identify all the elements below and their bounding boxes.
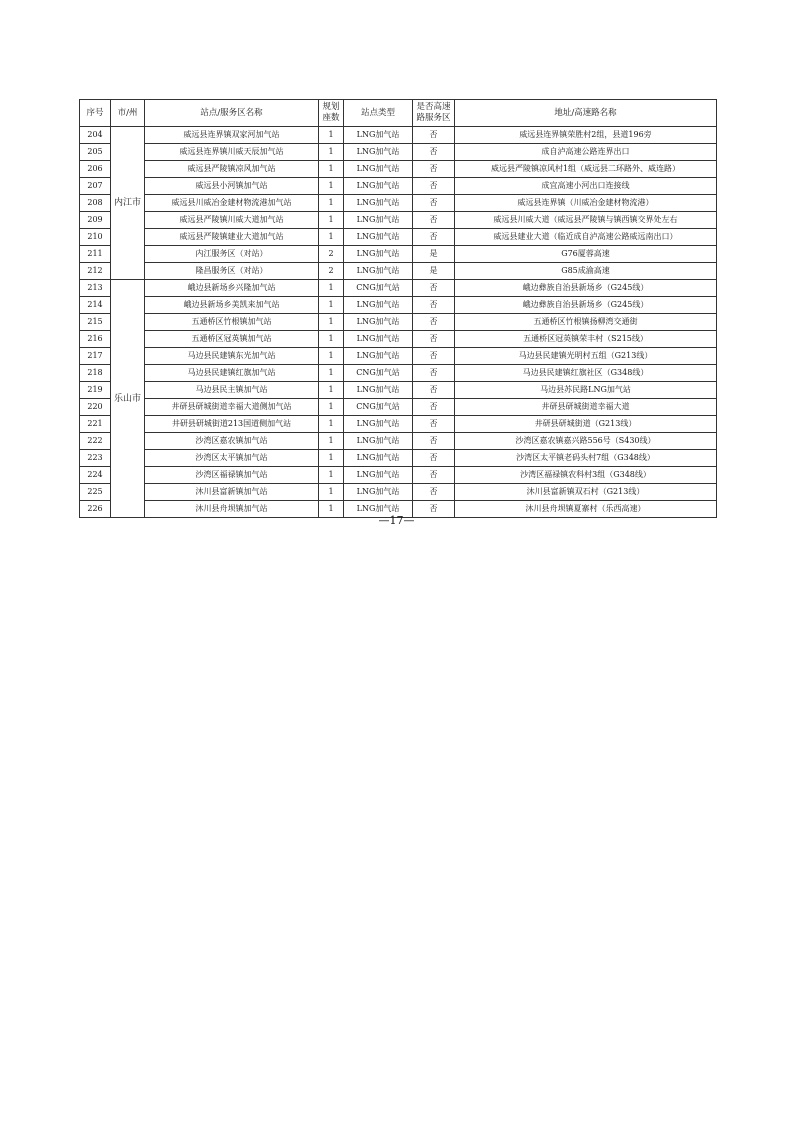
cell-station-type: LNG加气站	[344, 501, 413, 518]
cell-highway-service: 否	[413, 467, 455, 484]
cell-station-name: 隆昌服务区（对站）	[145, 263, 319, 280]
cell-highway-service: 否	[413, 144, 455, 161]
cell-address: 沐川县富新镇双石村（G213线）	[455, 484, 717, 501]
cell-highway-service: 否	[413, 280, 455, 297]
cell-station-name: 威远县严陵镇凉风加气站	[145, 161, 319, 178]
cell-station-name: 五通桥区竹根镇加气站	[145, 314, 319, 331]
cell-highway-service: 否	[413, 178, 455, 195]
cell-station-name: 威远县连界镇川威天辰加气站	[145, 144, 319, 161]
cell-planned-count: 1	[319, 467, 344, 484]
cell-seq: 211	[80, 246, 111, 263]
cell-highway-service: 否	[413, 416, 455, 433]
table-row	[80, 178, 717, 195]
cell-address: G85成渝高速	[455, 263, 717, 280]
cell-planned-count: 2	[319, 263, 344, 280]
cell-address: 成宜高速小河出口连接线	[455, 178, 717, 195]
table-body	[80, 127, 717, 518]
cell-planned-count: 1	[319, 229, 344, 246]
cell-planned-count: 1	[319, 399, 344, 416]
cell-address: 威远县川威大道（威远县严陵镇与镇西镇交界处左右	[455, 212, 717, 229]
cell-station-type: LNG加气站	[344, 246, 413, 263]
table-row	[80, 314, 717, 331]
cell-planned-count: 1	[319, 314, 344, 331]
cell-station-type: LNG加气站	[344, 127, 413, 144]
cell-address: 马边县民建镇红旗社区（G348线）	[455, 365, 717, 382]
cell-highway-service: 否	[413, 161, 455, 178]
cell-address: 五通桥区竹根镇扬柳湾交通街	[455, 314, 717, 331]
cell-address: 沐川县舟坝镇夏寨村（乐西高速）	[455, 501, 717, 518]
cell-seq: 214	[80, 297, 111, 314]
cell-seq: 225	[80, 484, 111, 501]
cell-highway-service: 否	[413, 195, 455, 212]
cell-address: 沙湾区太平镇老码头村7组（G348线）	[455, 450, 717, 467]
cell-seq: 205	[80, 144, 111, 161]
cell-address: 威远县建业大道（临近成自泸高速公路威远南出口）	[455, 229, 717, 246]
cell-station-name: 沐川县富新镇加气站	[145, 484, 319, 501]
cell-address: 威远县连界镇荣胜村2组，县道196旁	[455, 127, 717, 144]
cell-seq: 221	[80, 416, 111, 433]
cell-station-type: CNG加气站	[344, 399, 413, 416]
cell-seq: 222	[80, 433, 111, 450]
cell-station-name: 沙湾区福禄镇加气站	[145, 467, 319, 484]
cell-city: 内江市	[111, 127, 145, 280]
cell-seq: 216	[80, 331, 111, 348]
cell-highway-service: 否	[413, 501, 455, 518]
header-cell: 序号	[80, 100, 111, 127]
cell-highway-service: 否	[413, 212, 455, 229]
header-cell: 站点/服务区名称	[145, 100, 319, 127]
cell-station-name: 马边县民建镇东光加气站	[145, 348, 319, 365]
cell-station-type: LNG加气站	[344, 195, 413, 212]
cell-highway-service: 否	[413, 229, 455, 246]
table-row	[80, 416, 717, 433]
cell-planned-count: 1	[319, 331, 344, 348]
table-row	[80, 348, 717, 365]
cell-station-name: 峨边县新场乡美凯来加气站	[145, 297, 319, 314]
cell-highway-service: 否	[413, 433, 455, 450]
table-row	[80, 263, 717, 280]
table-row	[80, 382, 717, 399]
cell-planned-count: 1	[319, 144, 344, 161]
cell-planned-count: 1	[319, 501, 344, 518]
cell-station-name: 五通桥区冠英镇加气站	[145, 331, 319, 348]
cell-seq: 226	[80, 501, 111, 518]
cell-highway-service: 否	[413, 331, 455, 348]
header-cell: 市/州	[111, 100, 145, 127]
table-row	[80, 365, 717, 382]
cell-address: 峨边彝族自治县新场乡（G245线）	[455, 297, 717, 314]
cell-seq: 223	[80, 450, 111, 467]
cell-station-name: 沐川县舟坝镇加气站	[145, 501, 319, 518]
cell-station-type: LNG加气站	[344, 297, 413, 314]
cell-station-type: LNG加气站	[344, 433, 413, 450]
table-row	[80, 467, 717, 484]
cell-station-name: 威远县严陵镇建业大道加气站	[145, 229, 319, 246]
cell-planned-count: 1	[319, 127, 344, 144]
cell-planned-count: 2	[319, 246, 344, 263]
cell-highway-service: 否	[413, 484, 455, 501]
cell-planned-count: 1	[319, 212, 344, 229]
table-row	[80, 127, 717, 144]
table-row	[80, 246, 717, 263]
cell-planned-count: 1	[319, 365, 344, 382]
cell-seq: 208	[80, 195, 111, 212]
cell-station-type: LNG加气站	[344, 144, 413, 161]
cell-station-name: 马边县民主镇加气站	[145, 382, 319, 399]
cell-station-type: LNG加气站	[344, 348, 413, 365]
table-row	[80, 161, 717, 178]
cell-station-type: LNG加气站	[344, 450, 413, 467]
cell-planned-count: 1	[319, 280, 344, 297]
cell-station-name: 威远县连界镇双家河加气站	[145, 127, 319, 144]
cell-station-name: 沙湾区太平镇加气站	[145, 450, 319, 467]
table-row	[80, 484, 717, 501]
cell-highway-service: 否	[413, 382, 455, 399]
cell-address: 井研县研城街道（G213线）	[455, 416, 717, 433]
cell-station-name: 威远县川威冶金建材物流港加气站	[145, 195, 319, 212]
cell-highway-service: 否	[413, 297, 455, 314]
table-header-row	[80, 100, 717, 127]
cell-planned-count: 1	[319, 195, 344, 212]
cell-highway-service: 否	[413, 365, 455, 382]
cell-station-name: 沙湾区嘉农镇加气站	[145, 433, 319, 450]
table-row	[80, 144, 717, 161]
cell-station-name: 井研县研城街道213国道侧加气站	[145, 416, 319, 433]
cell-seq: 204	[80, 127, 111, 144]
cell-planned-count: 1	[319, 416, 344, 433]
cell-seq: 220	[80, 399, 111, 416]
cell-address: 沙湾区福禄镇农科村3组（G348线）	[455, 467, 717, 484]
cell-planned-count: 1	[319, 484, 344, 501]
cell-station-name: 井研县研城街道幸福大道侧加气站	[145, 399, 319, 416]
station-table	[79, 99, 717, 518]
cell-highway-service: 否	[413, 348, 455, 365]
cell-seq: 209	[80, 212, 111, 229]
cell-planned-count: 1	[319, 433, 344, 450]
cell-highway-service: 否	[413, 314, 455, 331]
cell-seq: 207	[80, 178, 111, 195]
cell-planned-count: 1	[319, 348, 344, 365]
cell-address: 井研县研城街道幸福大道	[455, 399, 717, 416]
cell-station-type: LNG加气站	[344, 331, 413, 348]
header-cell: 是否高速路服务区	[413, 100, 455, 127]
cell-station-name: 内江服务区（对站）	[145, 246, 319, 263]
cell-station-type: LNG加气站	[344, 467, 413, 484]
cell-seq: 210	[80, 229, 111, 246]
table-row	[80, 229, 717, 246]
table-row	[80, 433, 717, 450]
page-number: —17—	[378, 514, 415, 527]
cell-station-type: LNG加气站	[344, 178, 413, 195]
table-row	[80, 331, 717, 348]
table-row	[80, 399, 717, 416]
cell-seq: 206	[80, 161, 111, 178]
cell-address: 成自泸高速公路连界出口	[455, 144, 717, 161]
table-row	[80, 212, 717, 229]
table-row	[80, 297, 717, 314]
cell-station-type: LNG加气站	[344, 263, 413, 280]
header-cell: 站点类型	[344, 100, 413, 127]
station-table-container	[79, 99, 716, 518]
cell-highway-service: 是	[413, 246, 455, 263]
cell-planned-count: 1	[319, 161, 344, 178]
cell-station-name: 峨边县新场乡兴隆加气站	[145, 280, 319, 297]
cell-highway-service: 否	[413, 450, 455, 467]
cell-address: 威远县连界镇（川威冶金建材物流港）	[455, 195, 717, 212]
cell-station-type: CNG加气站	[344, 280, 413, 297]
cell-highway-service: 否	[413, 399, 455, 416]
cell-seq: 217	[80, 348, 111, 365]
cell-station-type: LNG加气站	[344, 484, 413, 501]
cell-city: 乐山市	[111, 280, 145, 518]
cell-planned-count: 1	[319, 382, 344, 399]
cell-station-type: CNG加气站	[344, 365, 413, 382]
cell-station-type: LNG加气站	[344, 416, 413, 433]
cell-address: 马边县民建镇光明村五组（G213线）	[455, 348, 717, 365]
cell-address: 马边县苏民路LNG加气站	[455, 382, 717, 399]
cell-seq: 212	[80, 263, 111, 280]
cell-address: 五通桥区冠英镇荣丰村（S215线）	[455, 331, 717, 348]
cell-address: 威远县严陵镇凉风村1组（威远县二环路外、威连路）	[455, 161, 717, 178]
cell-seq: 213	[80, 280, 111, 297]
cell-station-type: LNG加气站	[344, 229, 413, 246]
cell-station-name: 马边县民建镇红旗加气站	[145, 365, 319, 382]
cell-seq: 215	[80, 314, 111, 331]
cell-address: 峨边彝族自治县新场乡（G245线）	[455, 280, 717, 297]
cell-seq: 224	[80, 467, 111, 484]
cell-seq: 218	[80, 365, 111, 382]
cell-station-type: LNG加气站	[344, 314, 413, 331]
header-cell: 地址/高速路名称	[455, 100, 717, 127]
cell-station-type: LNG加气站	[344, 161, 413, 178]
cell-address: G76厦蓉高速	[455, 246, 717, 263]
cell-station-name: 威远县小河镇加气站	[145, 178, 319, 195]
cell-address: 沙湾区嘉农镇嘉兴路556号（S430线）	[455, 433, 717, 450]
header-cell: 规划座数	[319, 100, 344, 127]
cell-planned-count: 1	[319, 297, 344, 314]
cell-station-type: LNG加气站	[344, 382, 413, 399]
table-row	[80, 280, 717, 297]
table-row	[80, 450, 717, 467]
cell-planned-count: 1	[319, 178, 344, 195]
cell-station-name: 威远县严陵镇川威大道加气站	[145, 212, 319, 229]
cell-highway-service: 否	[413, 127, 455, 144]
cell-planned-count: 1	[319, 450, 344, 467]
cell-seq: 219	[80, 382, 111, 399]
cell-station-type: LNG加气站	[344, 212, 413, 229]
cell-highway-service: 是	[413, 263, 455, 280]
table-row	[80, 195, 717, 212]
